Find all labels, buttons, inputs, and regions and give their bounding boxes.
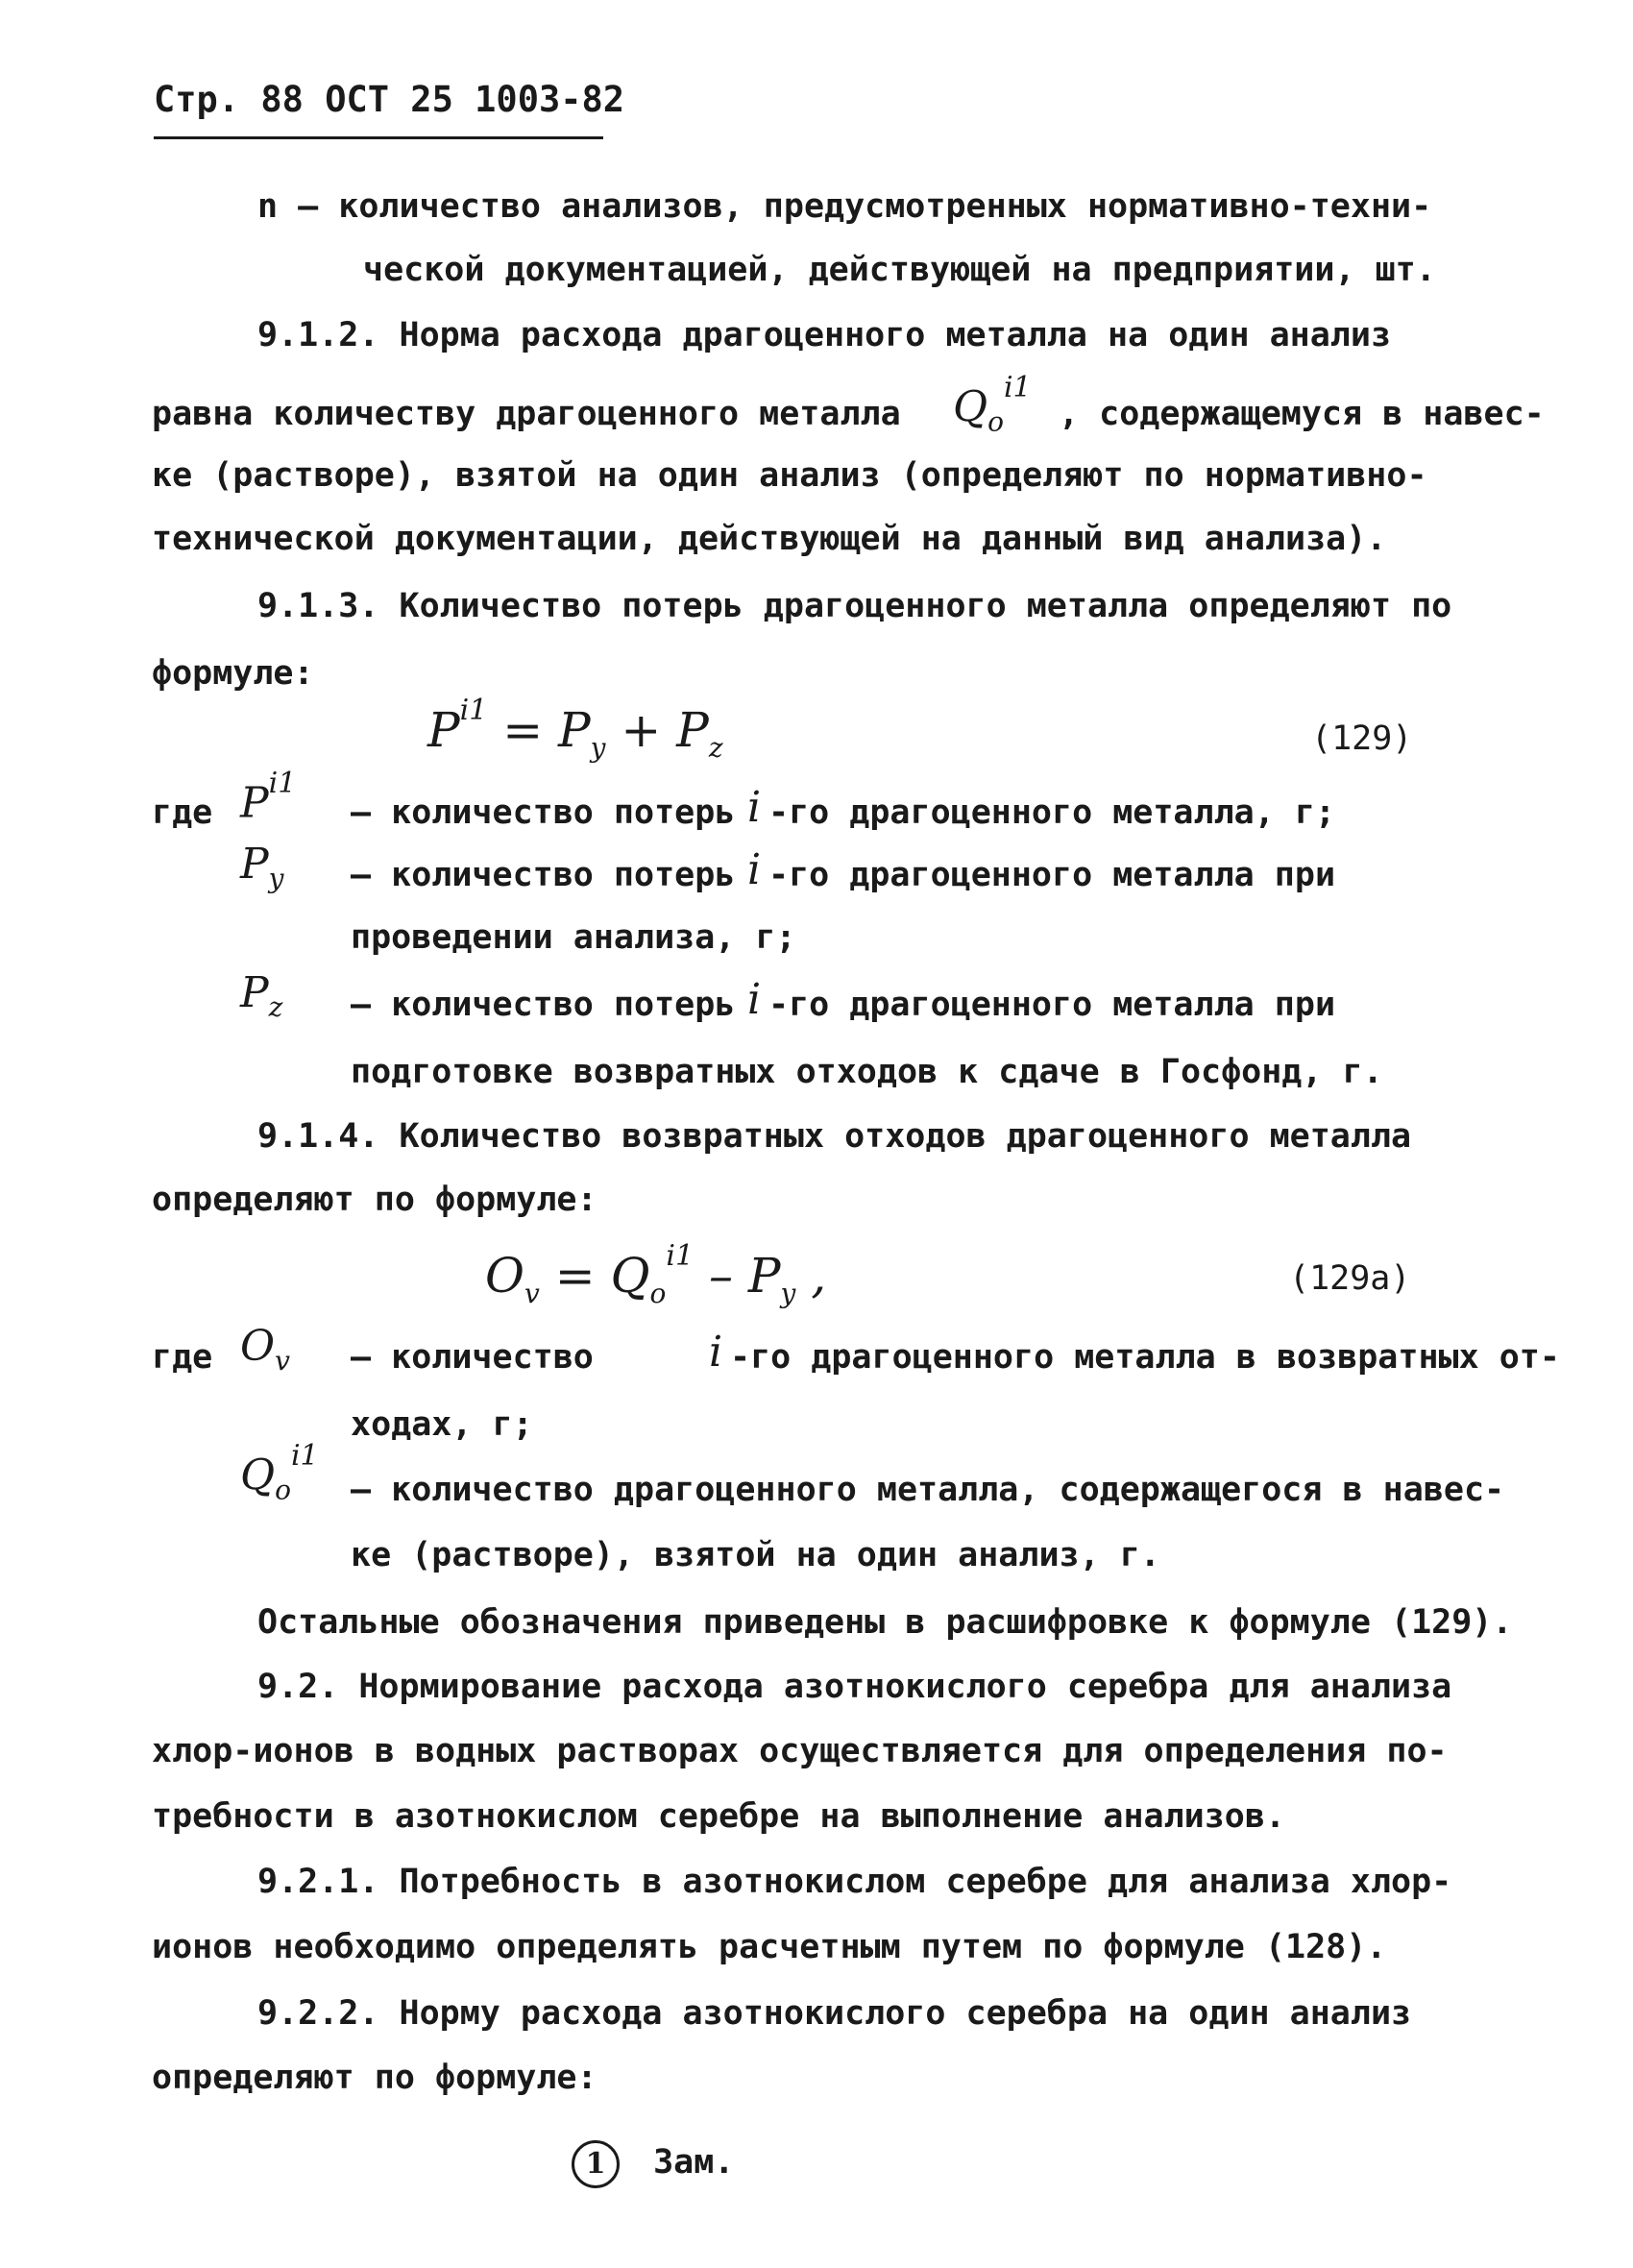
text-line: ке (растворе), взятой на один анализ (определяют по нормативно- (152, 456, 1427, 495)
text-line: -го драгоценного металла при (768, 856, 1336, 894)
formula-number-129: (129) (1311, 719, 1413, 758)
text-line: 9.2. Нормирование расхода азотнокислого серебра для анализа (257, 1668, 1452, 1706)
text-line: -го драгоценного металла при (768, 986, 1336, 1024)
text-line: -го драгоценного металла, г; (768, 793, 1336, 832)
text-line: ионов необходимо определять расчетным путем по формуле (128). (152, 1928, 1387, 1966)
page-header: Стр. 88 ОСТ 25 1003-82 (154, 79, 625, 120)
text-line: -го драгоценного металла в возвратных от- (730, 1338, 1560, 1377)
text-line: 9.1.2. Норма расхода драгоценного металла на один анализ (257, 316, 1392, 354)
text-line: ходах, г; (351, 1405, 533, 1444)
text-line: определяют по формуле: (152, 1181, 597, 1219)
text-line: , содержащемуся в навес- (1059, 395, 1545, 433)
formula-129a: $O_v = Q_o^{i1} - P_y$ , (485, 1239, 827, 1309)
revision-text: Зам. (653, 2143, 735, 2182)
text-line: 9.1.4. Количество возвратных отходов драгоценного металла (257, 1117, 1412, 1156)
revision-circle: 1 (572, 2140, 620, 2188)
text-line: – количество драгоценного металла, содержащегося в навес- (351, 1471, 1505, 1509)
text-line: 9.2.2. Норму расхода азотнокислого серебра на один анализ (257, 1994, 1412, 2033)
symbol-p-i: $P^{i1}$ (240, 767, 297, 828)
symbol-i: i (747, 783, 762, 832)
symbol-p-y: $P_y$ (240, 840, 284, 894)
text-line: где (152, 793, 213, 832)
symbol-o-v: $O_v$ (240, 1322, 290, 1377)
text-line: равна количеству драгоценного металла (152, 395, 901, 433)
text-line: n – количество анализов, предусмотренных нормативно-техни- (257, 187, 1432, 226)
symbol-i: i (747, 975, 762, 1024)
formula-number-129a: (129a) (1289, 1259, 1411, 1298)
header-underline (154, 136, 603, 139)
text-line: где (152, 1338, 213, 1377)
text-line: ческой документацией, действующей на предприятии, шт. (363, 251, 1436, 289)
symbol-q-o: $Q_o^{i1}$ (240, 1439, 319, 1506)
text-line: 9.2.1. Потребность в азотнокислом серебре для анализа хлор- (257, 1863, 1452, 1901)
text-line: ке (растворе), взятой на один анализ, г. (351, 1536, 1160, 1574)
text-line: – количество потерь (351, 793, 736, 832)
text-line: – количество (351, 1338, 594, 1377)
revision-mark (572, 2140, 734, 2188)
text-line: требности в азотнокислом серебре на выполнение анализов. (152, 1797, 1286, 1836)
symbol-p-z: $P_z$ (240, 968, 283, 1023)
text-line: проведении анализа, г; (351, 918, 796, 957)
text-line: – количество потерь (351, 856, 736, 894)
formula-129: $P^{i1} = P_y + P_z$ (427, 694, 723, 764)
text-line: Остальные обозначения приведены в расшифровке к формуле (129). (257, 1603, 1513, 1642)
text-line: подготовке возвратных отходов к сдаче в Госфонд, г. (351, 1053, 1383, 1091)
symbol-q-inline: $Q_o^{i1}$ (953, 371, 1032, 438)
text-line: 9.1.3. Количество потерь драгоценного металла определяют по (257, 587, 1452, 625)
symbol-i: i (709, 1328, 723, 1377)
text-line: хлор-ионов в водных растворах осуществляется для определения по- (152, 1732, 1448, 1770)
text-line: технической документации, действующей на данный вид анализа). (152, 520, 1387, 558)
symbol-i: i (747, 845, 762, 894)
text-line: определяют по формуле: (152, 2059, 597, 2097)
text-line: – количество потерь (351, 986, 736, 1024)
text-line: формуле: (152, 654, 314, 693)
